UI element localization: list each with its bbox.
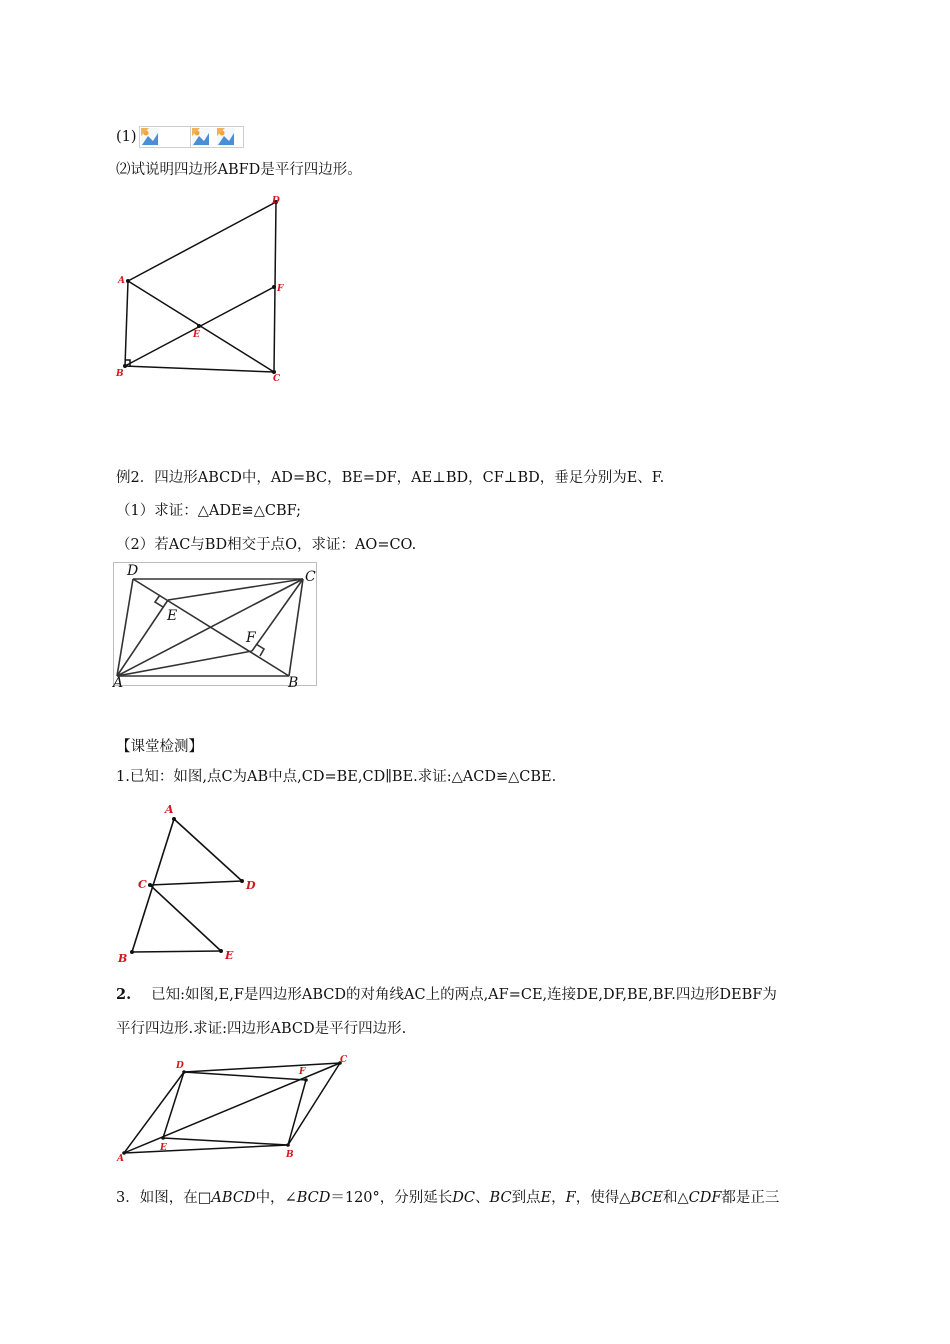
check3-seg: F <box>565 1190 576 1206</box>
check3-seg: ， <box>551 1190 566 1206</box>
fig2-label-c: C <box>305 569 316 585</box>
image-placeholder-2 <box>190 126 244 148</box>
fig1-label-f: F <box>277 284 284 294</box>
check3-seg: 都是正三 <box>721 1190 780 1206</box>
check3-seg: DC <box>452 1190 476 1206</box>
fig4-label-e: E <box>160 1143 167 1153</box>
fig3-label-a: A <box>165 803 174 816</box>
q1-part2: ⑵试说明四边形ABFD是平行四边形。 <box>116 162 362 178</box>
figure-1-quadrilateral-abfd <box>110 190 310 390</box>
broken-image-icon <box>141 128 159 146</box>
fig3-label-c: C <box>138 878 147 891</box>
fig4-label-d: D <box>176 1061 184 1071</box>
check3-seg: BCE <box>630 1190 663 1206</box>
fig4-label-a: A <box>117 1154 124 1164</box>
check2-number: 2. <box>116 986 132 1003</box>
fig4-label-f: F <box>299 1067 306 1077</box>
check3-seg: 和△ <box>662 1190 689 1206</box>
example2-part2: （2）若AC与BD相交于点O，求证：AO=CO. <box>116 537 417 553</box>
check3-seg: ，使得△ <box>575 1190 631 1206</box>
fig2-label-d: D <box>127 563 139 579</box>
check1-text: 1.已知：如图,点C为AB中点,CD=BE,CD∥BE.求证:△ACD≌△CBE. <box>116 769 557 785</box>
figure-2-quadrilateral-abcd <box>113 562 319 691</box>
fig1-label-a: A <box>118 276 125 286</box>
fig1-label-d: D <box>272 196 280 206</box>
fig1-label-c: C <box>273 374 281 384</box>
check3-seg: 3．如图，在 <box>116 1190 198 1206</box>
fig3-label-e: E <box>225 949 234 962</box>
fig4-label-c: C <box>340 1055 348 1065</box>
figure-3-triangles <box>112 798 272 968</box>
fig2-label-e: E <box>167 608 178 624</box>
check3-seg: 中， <box>255 1190 285 1206</box>
figure-4-parallelograms <box>114 1055 359 1165</box>
broken-image-icon <box>217 128 235 146</box>
section-title: 【课堂检测】 <box>116 739 203 755</box>
check2-line1 <box>116 985 777 1005</box>
broken-image-icon <box>192 128 210 146</box>
check3-text <box>116 1188 779 1208</box>
q1-part1-label: (1) <box>116 129 137 145</box>
check3-seg: □ABCD <box>197 1190 256 1206</box>
check3-seg: 到点 <box>511 1190 541 1206</box>
fig2-label-f: F <box>246 630 256 646</box>
image-placeholder-1 <box>139 126 191 148</box>
fig1-label-e: E <box>193 330 200 340</box>
check2-text-1: 已知:如图,E,F是四边形ABCD的对角线AC上的两点,AF=CE,连接DE,DF,BE,BF.四边形DEBF为 <box>151 987 777 1003</box>
fig3-label-d: D <box>246 879 256 892</box>
example2-title: 例2．四边形ABCD中，AD=BC，BE=DF，AE⊥BD，CF⊥BD，垂足分别为E、F. <box>116 470 665 486</box>
fig4-label-b: B <box>286 1150 294 1160</box>
fig2-label-a: A <box>113 675 124 691</box>
check3-seg: 、 <box>475 1190 490 1206</box>
example2-part1: （1）求证：△ADE≌△CBF; <box>116 503 302 519</box>
fig3-label-b: B <box>118 952 128 965</box>
q1-part1 <box>116 126 244 148</box>
check3-seg: ∠BCD <box>284 1190 331 1206</box>
fig2-label-b: B <box>288 675 299 691</box>
check3-seg: E <box>540 1190 552 1206</box>
check3-seg: ＝120°，分别延长 <box>330 1190 453 1206</box>
fig1-label-b: B <box>116 369 124 379</box>
check3-seg: BC <box>489 1190 512 1206</box>
check2-line2: 平行四边形.求证:四边形ABCD是平行四边形. <box>116 1021 407 1037</box>
check3-seg: CDF <box>688 1190 722 1206</box>
